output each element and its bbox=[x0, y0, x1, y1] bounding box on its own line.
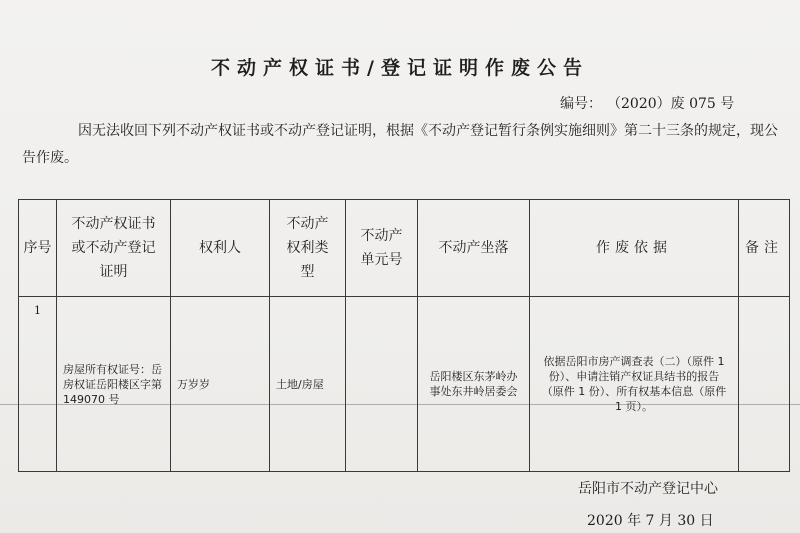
header-location: 不动产坐落 bbox=[418, 200, 530, 297]
table-row bbox=[19, 297, 790, 472]
document-number-value: （2020）废 075 号 bbox=[614, 96, 735, 112]
header-cert: 不动产权证书或不动产登记证明 bbox=[57, 200, 171, 297]
row-location: 岳阳楼区东茅岭办事处东井岭居委会 bbox=[418, 297, 530, 472]
header-basis: 作废依据 bbox=[530, 200, 739, 297]
void-certificate-table bbox=[18, 199, 790, 472]
row-right-type: 土地/房屋 bbox=[270, 297, 346, 472]
header-owner: 权利人 bbox=[171, 200, 270, 297]
issue-date: 2020 年 7 月 30 日 bbox=[587, 513, 714, 529]
header-right-type: 不动产权利类型 bbox=[270, 200, 346, 297]
row-unit-no bbox=[346, 297, 418, 472]
row-index: 1 bbox=[19, 297, 57, 472]
notice-body: 因无法收回下列不动产权证书或不动产登记证明，根据《不动产登记暂行条例实施细则》第二十三条的规定，现公告作废。 bbox=[22, 123, 778, 166]
row-cert-number: 房屋所有权证号：岳房权证岳阳楼区字第 149070 号 bbox=[57, 297, 171, 472]
document-number-label: 编号： bbox=[560, 96, 602, 112]
header-remark: 备注 bbox=[739, 200, 790, 297]
document-number bbox=[560, 93, 734, 113]
row-owner: 万岁岁 bbox=[171, 297, 270, 472]
scan-line-divider bbox=[0, 404, 800, 405]
row-remark bbox=[739, 297, 790, 472]
header-index: 序号 bbox=[19, 200, 57, 297]
table-header-row bbox=[19, 200, 790, 297]
notice-title: 不动产权证书/登记证明作废公告 bbox=[211, 57, 589, 79]
header-unit-no: 不动产单元号 bbox=[346, 200, 418, 297]
row-void-basis: 依据岳阳市房产调查表（二）（原件 1 份）、申请注销产权证具结书的报告（原件 1 份）、所有权基本信息（原件 1 页）。 bbox=[530, 297, 739, 472]
issuing-organization: 岳阳市不动产登记中心 bbox=[578, 481, 718, 497]
